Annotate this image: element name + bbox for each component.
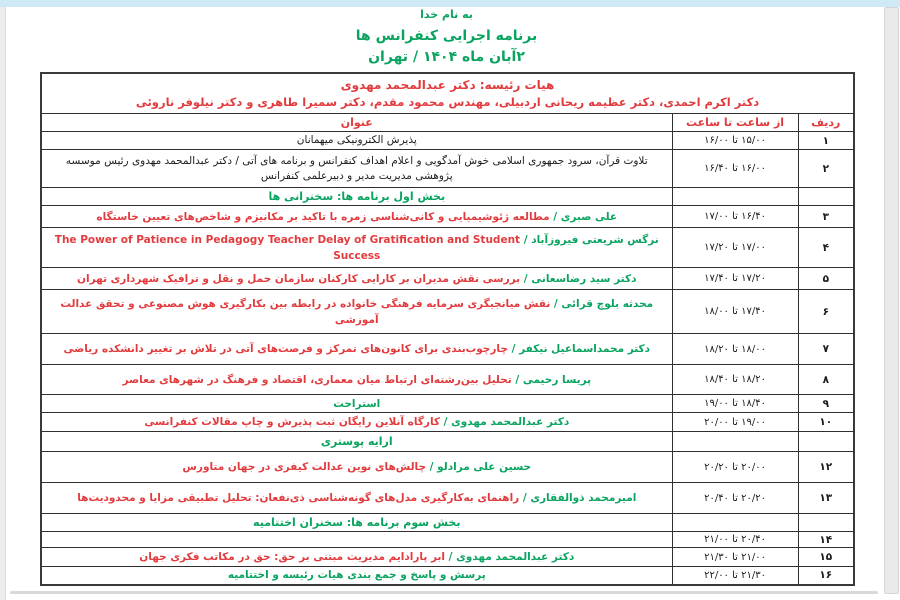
committee-chair: هیات رئیسه: دکتر عبدالمحمد مهدوی [340,78,555,92]
document-header [40,8,853,65]
time-cell: ۱۷/۲۰ تا ۱۷/۴۰ [672,268,798,290]
title-cell: استراحت [41,395,672,413]
row-number-cell: ۷ [798,334,854,365]
table-row [41,395,854,413]
row-number-cell: ۸ [798,365,854,395]
document-date-location: ۲آبان ماه ۱۴۰۴ / تهران [368,49,525,65]
talk-title: مطالعه ژئوشیمیایی و کانی‌شناسی زمره با تاکید بر مکانیزم و شاخص‌های تعیین خاستگاه [96,210,550,223]
speaker-name: علی صبری / [549,210,618,223]
table-row [41,150,854,188]
speaker-name: دکتر سید رضاسعانی / [520,272,637,285]
document-title: برنامه اجرایی کنفرانس ها [355,28,538,44]
title-cell: پذیرش الکترونیکی میهمانان [41,132,672,150]
speaker-name: امیرمحمد ذوالفقاری / [519,492,637,504]
committee-members: دکتر اکرم احمدی، دکتر عظیمه ریحانی اردبیلی، مهندس محمود مقدم، دکتر سمیرا طاهری و دکتر نیلوفر ناروئی [135,95,760,109]
talk-title: ابر پارادایم مدیریت مبتنی بر حق: حق در مکاتب فکری جهان [139,551,446,563]
time-cell: ۱۸/۴۰ تا ۱۹/۰۰ [672,395,798,413]
time-cell: ۲۱/۰۰ تا ۲۱/۳۰ [672,548,798,567]
talk-title: کارگاه آنلاین رایگان ثبت پذیرش و چاپ مقالات کنفرانسی [144,416,441,428]
viewer-left-edge [0,7,6,600]
time-cell [672,188,798,206]
title-cell [41,483,672,514]
speaker-name: حسین علی مرادلو / [426,461,532,473]
time-cell: ۱۶/۰۰ تا ۱۶/۴۰ [672,150,798,188]
title-cell [41,548,672,567]
time-cell: ۱۷/۰۰ تا ۱۷/۲۰ [672,228,798,268]
talk-title: چارچوب‌بندی برای کانون‌های تمرکز و فرصت‌های آتی در تلاش بر تغییر دانشکده ریاضی [63,343,508,355]
row-number-cell [798,514,854,532]
title-cell [41,365,672,395]
scrollbar-track[interactable] [884,7,899,594]
row-number-cell: ۱۵ [798,548,854,567]
viewer-bottom-edge [10,591,878,594]
time-cell: ۱۶/۴۰ تا ۱۷/۰۰ [672,206,798,228]
time-cell: ۱۷/۴۰ تا ۱۸/۰۰ [672,290,798,334]
section-title: بخش سوم برنامه ها: سخنران اختتامیه [41,514,672,532]
title-cell: تلاوت قرآن، سرود جمهوری اسلامی خوش آمدگویی و اعلام اهداف کنفرانس و برنامه های آتی / دکتر عبدالمحمد مهدوی رئیس موسسه پژوهشی مدیریت مدیر و دبیرعلمی کنفرانس [41,150,672,188]
table-row [41,290,854,334]
row-number-cell: ۱۳ [798,483,854,514]
time-cell: ۱۹/۰۰ تا ۲۰/۰۰ [672,413,798,432]
row-number-cell: ۱۰ [798,413,854,432]
talk-title: راهنمای به‌کارگیری مدل‌های گونه‌شناسی ذی‌نفعان: تحلیل تطبیقی مزایا و محدودیت‌ها [77,492,520,504]
speaker-name: پریسا رحیمی / [511,373,592,386]
table-row [41,452,854,483]
talk-title: تحلیل بین‌رشته‌ای ارتباط میان معماری، اقتصاد و فرهنگ در شهرهای معاصر [122,373,512,386]
speaker-name: دکتر عبدالمحمد مهدوی / [440,416,570,428]
talk-title: نقش میانجیگری سرمایه فرهنگی خانواده در رابطه بین بکارگیری هوش مصنوعی و تحقق عدالت آموزشی [60,297,551,326]
talk-title: The Power of Patience in Pedagogy Teacher Delay of Gratification and Student Success [54,233,521,262]
row-number-cell: ۶ [798,290,854,334]
time-cell: ۲۰/۴۰ تا ۲۱/۰۰ [672,532,798,548]
speaker-name: دکتر عبدالمحمد مهدوی / [445,551,575,563]
header-time: از ساعت تا ساعت [672,114,798,132]
table-row [41,206,854,228]
speaker-name: نرگس شریعتی فیروزآباد / [520,233,659,246]
title-cell [41,413,672,432]
talk-title: چالش‌های نوین عدالت کیفری در جهان متاورس [182,461,427,473]
section-title: بخش اول برنامه ها: سخنرانی ها [41,188,672,206]
section-row [41,188,854,206]
time-cell [672,432,798,452]
row-number-cell: ۱۶ [798,567,854,585]
table-row [41,413,854,432]
speaker-name: دکتر محمداسماعیل نیکفر / [507,343,651,355]
time-cell: ۲۰/۲۰ تا ۲۰/۴۰ [672,483,798,514]
row-number-cell: ۳ [798,206,854,228]
title-cell [41,290,672,334]
time-cell: ۱۸/۲۰ تا ۱۸/۴۰ [672,365,798,395]
section-row [41,432,854,452]
row-number-cell: ۱۲ [798,452,854,483]
table-row [41,548,854,567]
table-row [41,132,854,150]
header-title: عنوان [41,114,672,132]
committee-row [41,73,854,114]
title-cell [41,228,672,268]
speaker-name: محدثه بلوچ قرائی / [550,297,654,310]
title-cell [41,532,672,548]
row-number-cell: ۲ [798,150,854,188]
row-number-cell [798,432,854,452]
table-row [41,268,854,290]
conference-program-table [40,72,855,586]
title-cell [41,268,672,290]
title-cell [41,452,672,483]
window-top-strip [0,0,900,7]
talk-title: بررسی نقش مدیران بر کارایی کارکنان سازمان حمل و نقل و ترافیک شهرداری تهران [77,272,521,285]
title-cell [41,206,672,228]
time-cell [672,514,798,532]
row-number-cell [798,188,854,206]
row-number-cell: ۵ [798,268,854,290]
table-row [41,567,854,585]
time-cell: ۱۵/۰۰ تا ۱۶/۰۰ [672,132,798,150]
time-cell: ۲۱/۳۰ تا ۲۲/۰۰ [672,567,798,585]
row-number-cell: ۱۴ [798,532,854,548]
row-number-cell: ۱ [798,132,854,150]
time-cell: ۲۰/۰۰ تا ۲۰/۲۰ [672,452,798,483]
section-row [41,514,854,532]
table-row [41,532,854,548]
committee-cell [41,73,854,114]
table-row [41,365,854,395]
table-row [41,334,854,365]
title-cell: پرسش و پاسخ و جمع بندی هیات رئیسه و اختتامیه [41,567,672,585]
time-cell: ۱۸/۰۰ تا ۱۸/۲۰ [672,334,798,365]
bismillah-text: به نام خدا [420,8,473,21]
table-row [41,483,854,514]
column-header-row [41,114,854,132]
table-row [41,228,854,268]
title-cell [41,334,672,365]
row-number-cell: ۴ [798,228,854,268]
header-row-number: ردیف [798,114,854,132]
row-number-cell: ۹ [798,395,854,413]
section-title: ارایه پوستری [41,432,672,452]
